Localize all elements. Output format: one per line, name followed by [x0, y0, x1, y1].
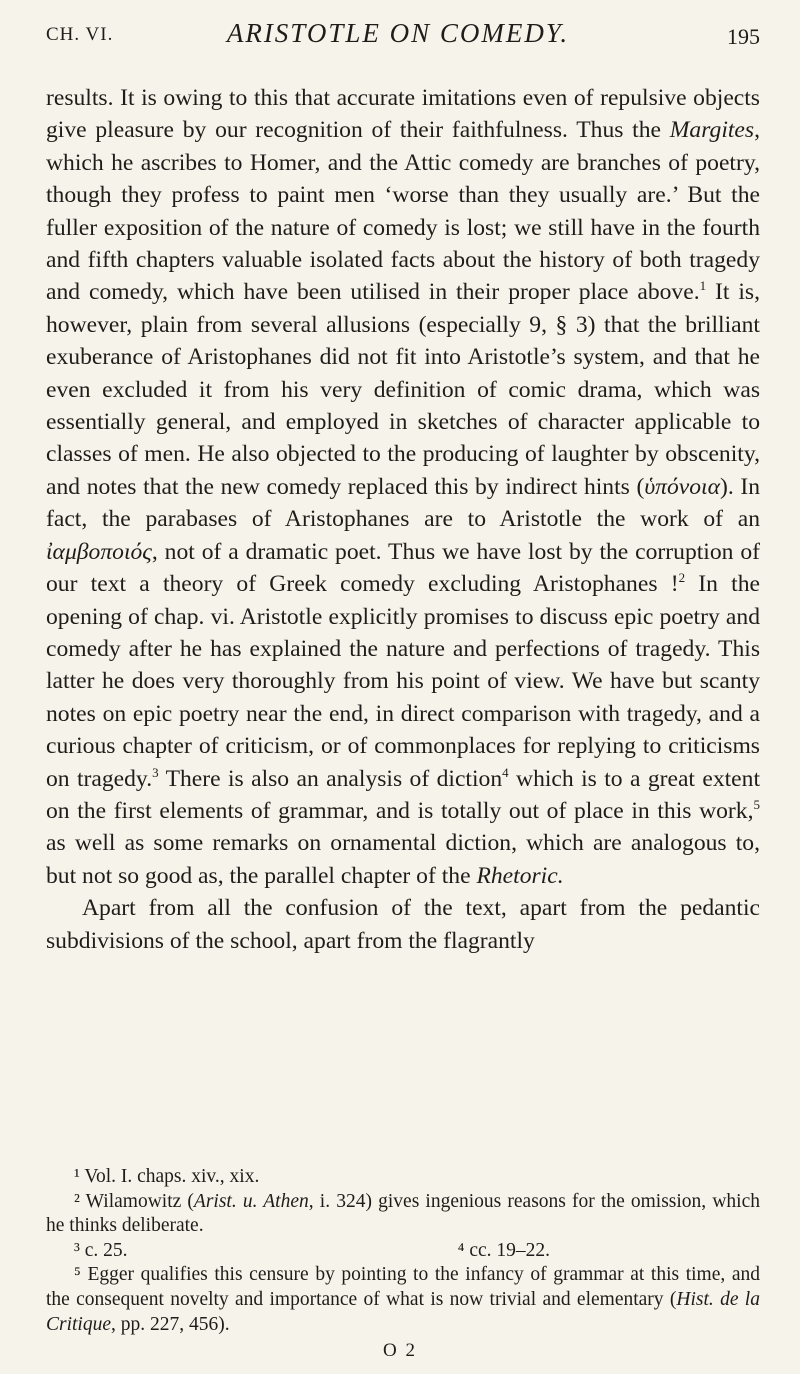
text-run: In the opening of chap. vi. Aristotle explicitly promises to discuss epic poetry and comedy after he has explained the nature and perfections of tragedy. This latter he does very thoroughly from his point of view. We have but scanty notes on epic poetry near the end, in direct comparison with tragedy, and a curious chapter of criticism, or of commonplaces for replying to criticisms on tragedy. [46, 571, 761, 792]
work-title-rhetoric: Rhetoric. [476, 862, 564, 889]
footnote-4 [458, 1239, 550, 1264]
running-head [36, 10, 760, 56]
footnote-text: , i. 324) gives ingenious reasons for the omission, which he thinks deliberate. [46, 1190, 760, 1237]
footnote-ref-5: 5 [753, 797, 760, 813]
footnote-5 [46, 1263, 760, 1337]
footnote-mark: ² [74, 1190, 80, 1212]
footnote-text: Wilamowitz ( [85, 1190, 194, 1212]
footnote-text: , pp. 227, 456). [111, 1313, 230, 1335]
footnote-row-3-4 [46, 1239, 760, 1264]
text-run: It is, however, plain from several allusions (especially 9, § 3) that the brilliant exuberance of Aristophanes did not fit into Aristotle’s system, and that he even excluded it from his very definition of comic drama, which was essentially general, and employed in sketches of character applicable to classes of men. He also objected to the producing of laughter by obscenity, and notes that the new comedy replaced this by indirect hints ( [46, 279, 760, 500]
text-run: as well as some remarks on ornamental diction, which are analogous to, but not so good as, the parallel chapter of the [46, 830, 760, 889]
body-text [46, 82, 760, 957]
footnote-work-title: Arist. u. Athen [193, 1190, 309, 1212]
text-run: ). In fact, the parabases of Aristophanes are to Aristotle the work of an [46, 473, 761, 533]
footnote-mark: ⁴ [457, 1239, 465, 1261]
text-run: There is also an analysis of diction [158, 765, 503, 792]
footnote-text: Vol. I. chaps. xiv., xix. [84, 1166, 260, 1187]
footnote-work-title: Hist. de la Critique [46, 1288, 760, 1335]
text-run: results. It is owing to this that accurate imitations even of repulsive objects give pleasure by our recognition of their faithfulness. Thus the [46, 85, 760, 144]
footnote-mark: ³ [74, 1239, 80, 1261]
greek-term-hyponoia: ὑπόνοια [644, 473, 720, 500]
footnote-2 [46, 1190, 760, 1239]
paragraph-2: Apart from all the confusion of the text, apart from the pedantic subdivisions of the school, apart from the flagrantly [46, 895, 760, 954]
page-number: 195 [727, 24, 760, 49]
footnotes [46, 1165, 760, 1337]
footnote-ref-2: 2 [678, 570, 686, 586]
footnote-1 [46, 1165, 760, 1190]
chapter-label: CH. VI. [46, 24, 114, 45]
greek-term-iambopoios: ἰαμβοποιός [46, 538, 152, 565]
footnote-3 [74, 1239, 128, 1264]
text-run: which is to a great extent on the first elements of grammar, and is totally out of place in this work, [46, 765, 761, 824]
footnote-text: Egger qualifies this censure by pointing to the infancy of grammar at this time, and the consequent novelty and importance of what is now trivial and elementary ( [46, 1264, 760, 1310]
footnote-mark: ⁵ [74, 1264, 81, 1286]
text-run: , not of a dramatic poet. Thus we have lost by the corruption of our text a theory of Greek comedy excluding Aristophanes ! [46, 538, 760, 598]
footnote-ref-1: 1 [699, 278, 707, 294]
work-title-margites: Margites [669, 117, 755, 144]
footnote-text: cc. 19–22. [469, 1239, 550, 1261]
footnote-mark: ¹ [74, 1166, 80, 1187]
footnote-ref-3: 3 [152, 764, 159, 780]
footnote-text: c. 25. [84, 1239, 128, 1261]
paragraph-1 [46, 82, 760, 892]
signature-mark: O 2 [383, 1340, 417, 1361]
footnote-ref-4: 4 [502, 764, 509, 780]
text-run: , which he ascribes to Homer, and the Attic comedy are branches of poetry, though they profess to paint men ‘worse than they usually are.’ But the fuller exposition of the nature of comedy is lost; we still have in the fourth and fifth chapters valuable isolated facts about the history of both tragedy and comedy, which have been utilised in their proper place above. [46, 117, 760, 306]
running-title: ARISTOTLE ON COMEDY. [226, 18, 570, 48]
